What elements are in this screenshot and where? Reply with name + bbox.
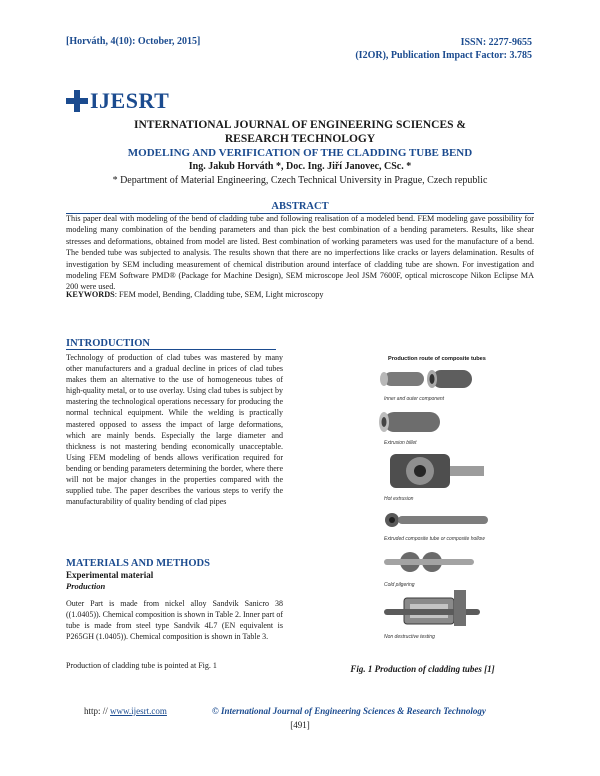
logo-text: IJESRT [90, 88, 170, 113]
page-number: [491] [290, 720, 310, 730]
citation-header: [Horváth, 4(10): October, 2015] [66, 36, 201, 47]
footer-url-prefix: http: // [84, 706, 111, 716]
step-label-2: Extrusion billet [384, 440, 417, 446]
production-heading: Production [66, 581, 106, 591]
footer-url [84, 706, 167, 716]
introduction-text: Technology of production of clad tubes was mastered by many other manufacturers and a gradual decline in prices of clad tubes makes them an alternative to the use of homogeneous tubes of high-quality metal, or to use overlay. Using clad tubes is subject by mastering the technological operations necessary for producing the normal technical equipment. While the welding is practically mastered opposed to assess the impact of large deformations, which are mainly bends. Especially the large diameter and thickness is not mastering bending economically unacceptable. Using FEM modeling of bends allows verification required for bending or bending parameters determining the border, where there will not be major changes in the properties compared with the supplied tube. The paper describes the various steps to verify the manufacturability of quality bending of clad pipes [66, 353, 283, 507]
journal-logo [66, 88, 169, 114]
hot-extrusion-illustration [390, 454, 484, 488]
journal-title: INTERNATIONAL JOURNAL OF ENGINEERING SCIENCES & RESEARCH TECHNOLOGY [134, 119, 466, 145]
affiliation: * Department of Material Engineering, Czech Technical University in Prague, Czech republic [112, 175, 488, 186]
step-label-1: Inner and outer component [384, 396, 445, 402]
inner-outer-component-illustration [380, 370, 472, 388]
extruded-tube-illustration [385, 513, 488, 527]
production-route-figure [370, 348, 520, 660]
keywords-label: KEYWORDS [66, 290, 115, 299]
footer-copyright: © International Journal of Engineering Sciences & Research Technology [212, 706, 486, 716]
step-label-6: Non destructive testing [384, 634, 435, 640]
impact-factor-text: (I2OR), Publication Impact Factor: 3.785 [355, 50, 532, 61]
materials-heading: MATERIALS AND METHODS [66, 558, 210, 569]
issn-text: ISSN: 2277-9655 [460, 37, 532, 48]
authors: Ing. Jakub Horváth *, Doc. Ing. Jiří Janovec, CSc. * [188, 161, 412, 172]
figure-reference-paragraph: Production of cladding tube is pointed at Fig. 1 [66, 661, 217, 670]
journal-website-link[interactable]: www.ijesrt.com [110, 706, 167, 716]
keywords [66, 290, 534, 299]
materials-paragraph: Outer Part is made from nickel alloy Sandvik Sanicro 38 ((1.0405)). Chemical composition is shown in Table 2. Inner part of tube is made from steel type Sandvik 4L7 (EN equivalent is P265GH (1.0405)). Chemical composition is shown in Table 3. [66, 599, 283, 642]
abstract-text: This paper deal with modeling of the bend of cladding tube and following realisation of a modeled bend. FEM modeling gave possibility for modeling many combination of the bending parameters and than pick the best combination of a bending parameters. Results, like shear stresses and deformations, obtained from model are listed. Best combination of working parameters was used for the manufacture of a bend. The bended tube was subjected to analysis. The results shown that there are no imperfections like cracks or layers delamination. Results of investigation by SEM including measurement of chemical distribution around interface of cladding tube are shown. For investigation and modeling FEM Software PMD® (Package for Machine Design), SEM microscope Jeol JSM 7600F, optical microscope Nikon Eclipse MA 200 were used. [66, 214, 534, 292]
abstract-heading: ABSTRACT [66, 201, 534, 214]
issn-header [355, 36, 532, 62]
extrusion-billet-illustration [379, 412, 440, 432]
keywords-text: : FEM model, Bending, Cladding tube, SEM, Light microscopy [114, 290, 324, 299]
nondestructive-testing-illustration [384, 590, 480, 626]
step-label-5: Cold pilgering [384, 582, 415, 588]
step-label-4: Extruded composite tube or composite hollow [384, 536, 485, 542]
introduction-heading: INTRODUCTION [66, 338, 276, 350]
plus-icon [66, 90, 88, 112]
cold-pilgering-illustration [384, 552, 474, 572]
paper-title: MODELING AND VERIFICATION OF THE CLADDING TUBE BEND [127, 147, 473, 159]
step-label-3: Hot extrusion [384, 496, 414, 502]
figure-title: Production route of composite tubes [388, 356, 486, 362]
experimental-material-heading: Experimental material [66, 570, 154, 580]
figure-caption: Fig. 1 Production of cladding tubes [1] [350, 664, 495, 674]
